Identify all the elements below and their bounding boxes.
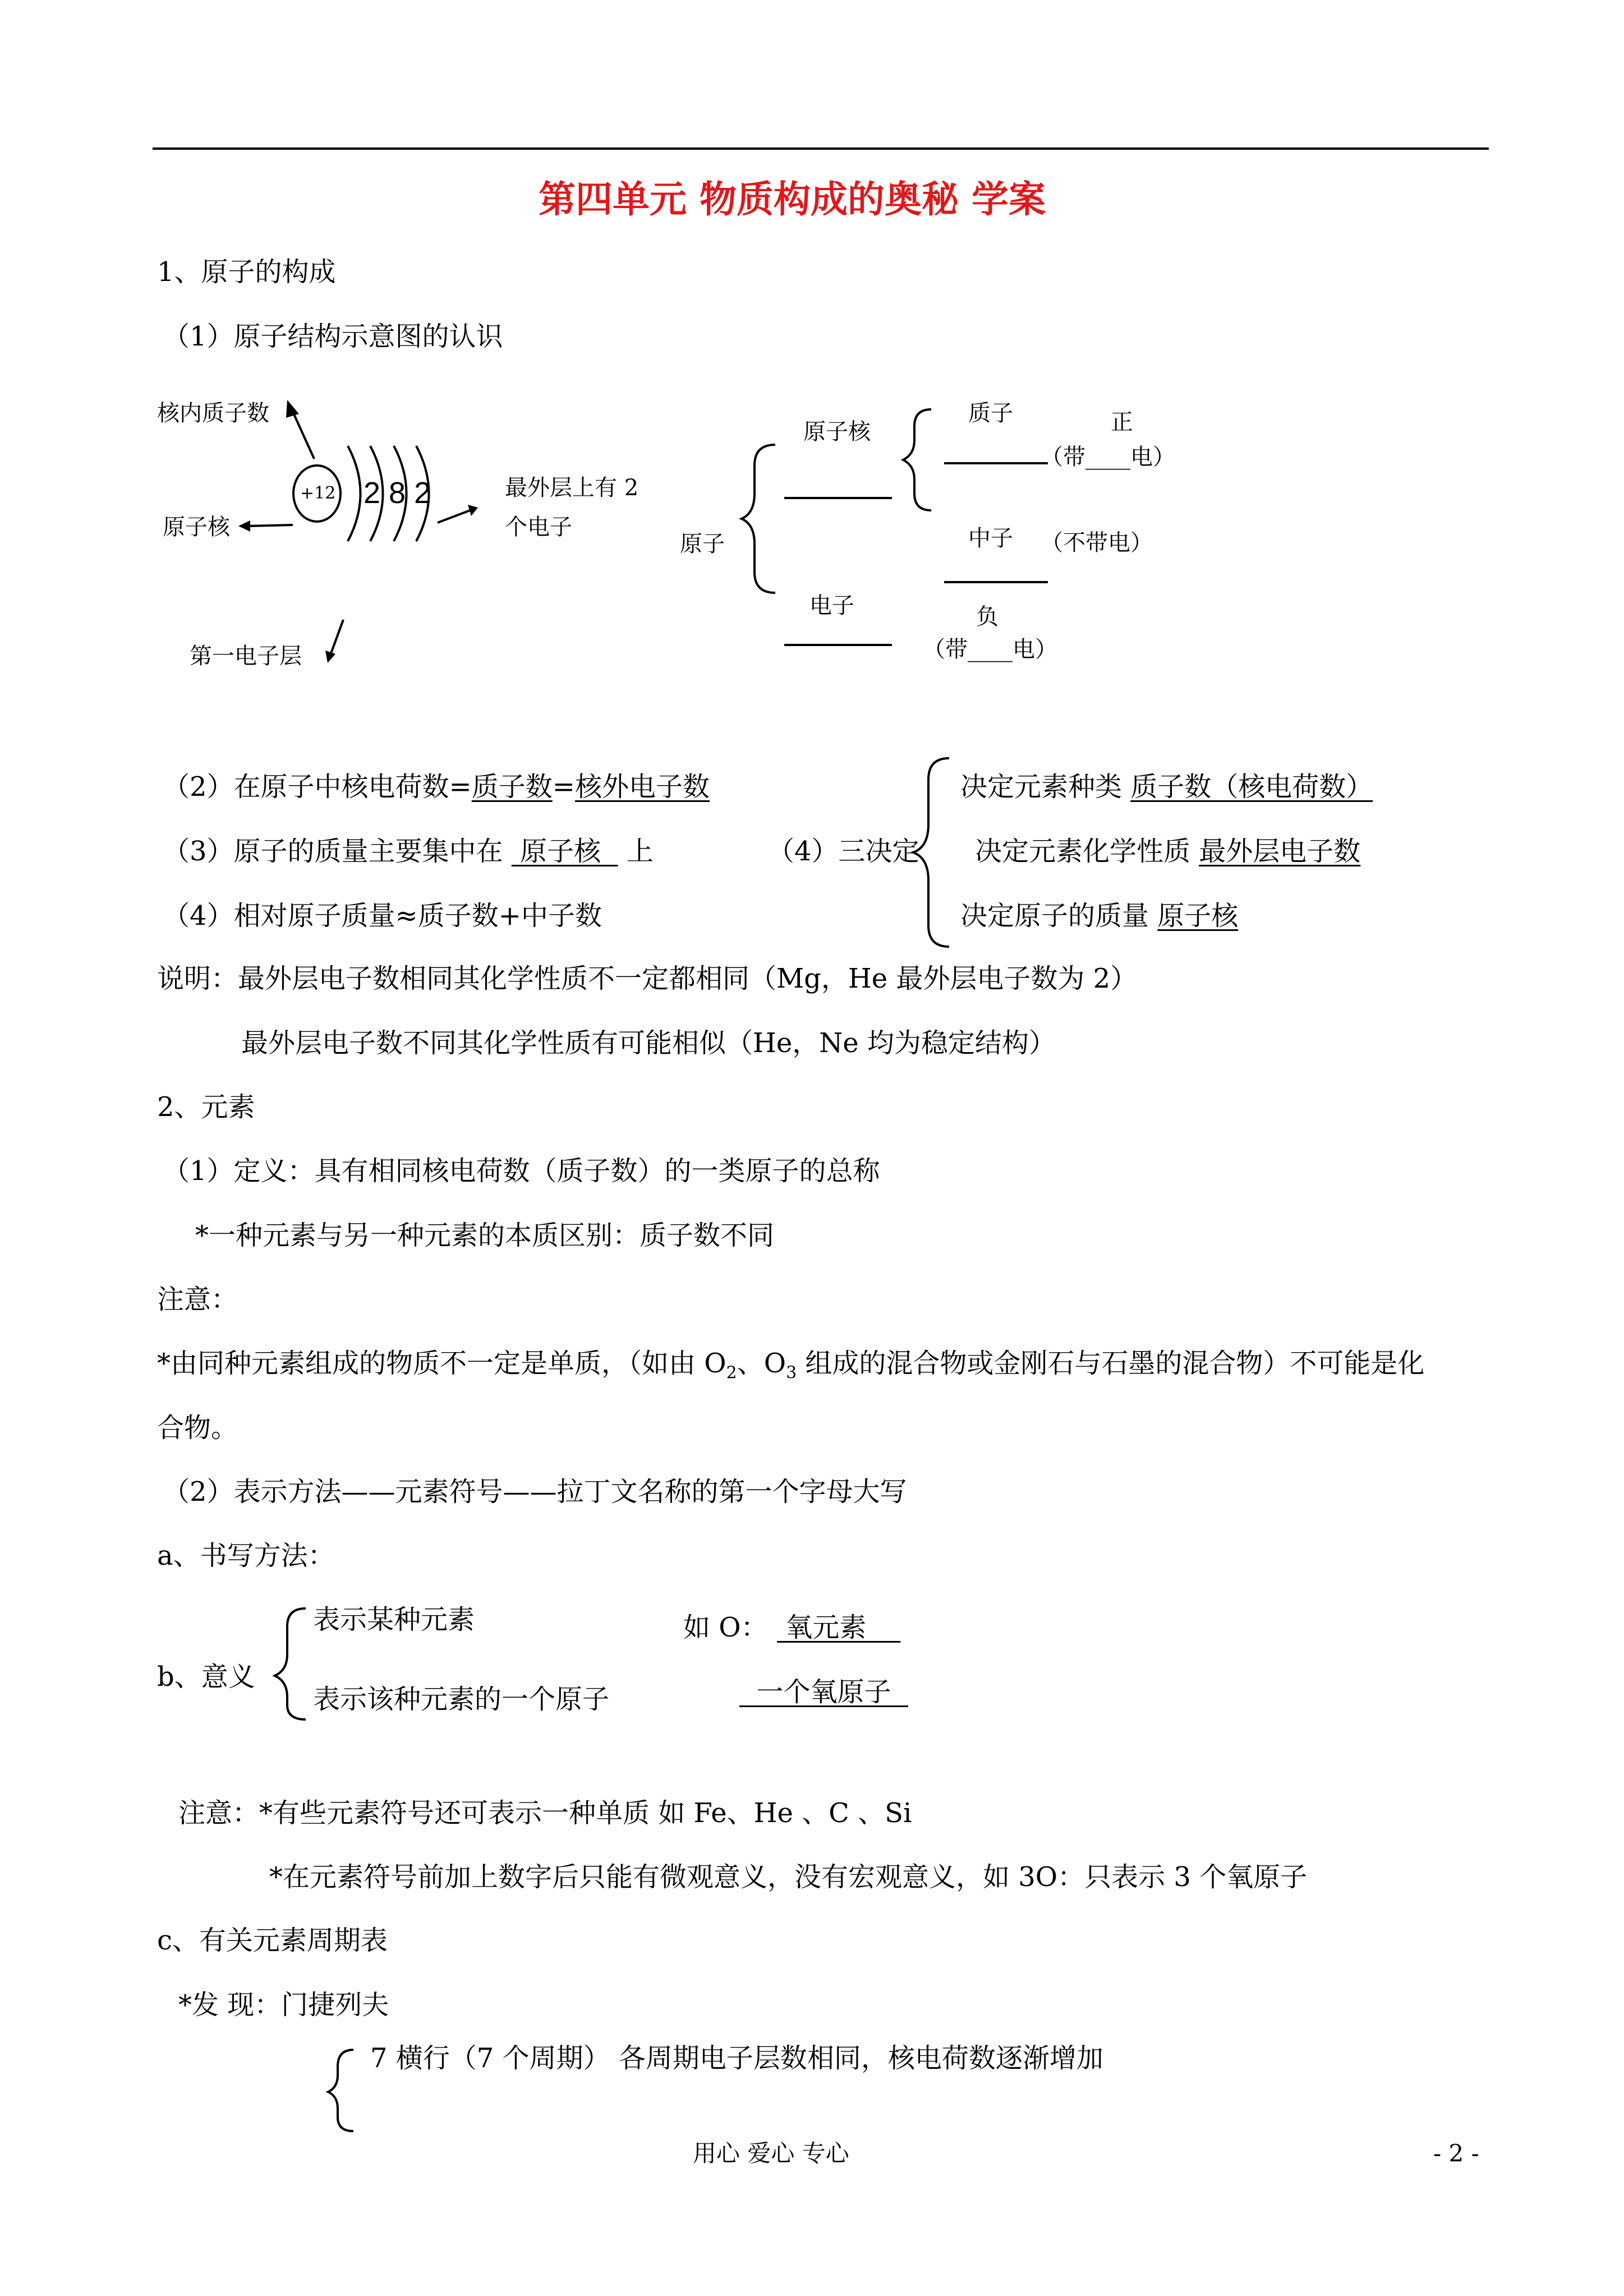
outer-shell-note-line1: 最外层上有 2 [505,475,639,501]
element-essential-difference: *一种元素与另一种元素的本质区别：质子数不同 [195,1220,775,1251]
section-heading-atom: 1、原子的构成 [157,256,336,288]
writing-method: a、书写方法： [157,1540,335,1571]
subheading-structure-diagram: （1）原子结构示意图的认识 [163,321,503,352]
tree-negative: 负 [976,604,999,630]
tree-charge-positive: （带____电） [1041,444,1175,470]
example-prefix: 如 O： [683,1612,768,1643]
tree-atom: 原子 [680,531,725,557]
para-2-eq: = [552,771,575,803]
arrowhead-nucleus [238,520,250,532]
section-heading-element: 2、元素 [157,1091,255,1123]
nucleus-charge: +12 [300,483,336,503]
para-mass-concentration [163,835,654,868]
determine-row-3-label: 决定原子的质量 [960,900,1158,932]
shell-arc-1 [348,446,361,541]
attention-line-1 [157,1347,1424,1390]
brace-atom [742,445,775,593]
para-relative-mass: （4）相对原子质量≈质子数+中子数 [163,900,602,932]
note-same-outer-electrons: 说明：最外层电子数相同其化学性质不一定都相同（Mg，He 最外层电子数为 2） [157,963,1138,994]
para-2-prefix: （2）在原子中核电荷数= [163,771,472,803]
arrow-shell-line [331,620,343,653]
subscript-3: 3 [786,1363,797,1383]
para-nuclear-charge [163,770,710,804]
para-3-suffix: 上 [618,836,654,867]
header-rule [153,147,1489,150]
arrowhead-outer [468,505,478,516]
determine-row-1-answer: 质子数（核电荷数） [1130,771,1373,803]
page-title: 第四单元 物质构成的奥秘 学案 [539,177,1046,221]
note-number-prefix: *在元素符号前加上数字后只能有微观意义，没有宏观意义，如 3O：只表示 3 个氧原子 [269,1861,1308,1893]
tree-neutron: 中子 [968,525,1013,551]
answer-proton-number: 质子数 [471,771,553,803]
discoverer: *发 现：门捷列夫 [178,1989,389,2021]
footer-motto: 用心 爱心 专心 [693,2140,849,2167]
determine-row-2-answer: 最外层电子数 [1199,836,1361,867]
determine-row-2-label: 决定元素化学性质 [975,836,1199,867]
meaning-label: b、意义 [157,1661,255,1693]
outer-shell-note-line2: 个电子 [505,514,572,540]
tree-charge-negative: （带____电） [923,637,1057,662]
determine-row-1-label: 决定元素种类 [960,771,1131,803]
example-answer-atom: 一个氧原子 [739,1676,909,1708]
attention-line-1-c: 组成的混合物或金刚石与石墨的混合物）不可能是化 [797,1348,1425,1379]
element-definition: （1）定义：具有相同核电荷数（质子数）的一类原子的总称 [163,1155,880,1187]
tree-no-charge: （不带电） [1041,530,1153,556]
nucleus-label: 原子核 [163,514,230,540]
note-element-as-substance: 注意：*有些元素符号还可表示一种单质 如 Fe、He 、C 、Si [178,1797,912,1829]
atom-diagram-strokes [247,409,470,653]
attention-line-1-a: *由同种元素组成的物质不一定是单质，（如由 O [157,1348,726,1379]
arrowheads [238,400,478,663]
answer-nucleus: 原子核 [511,836,618,867]
brace-meaning [275,1608,306,1719]
attention-line-2: 合物。 [157,1412,238,1444]
answer-electron-number: 核外电子数 [575,771,710,803]
shell-electrons: 2 8 2 [364,476,431,510]
arrowhead-proton [286,400,299,418]
tree-nucleus: 原子核 [803,419,871,445]
meaning-2: 表示该种元素的一个原子 [313,1684,610,1715]
arrow-proton-line [292,409,314,459]
attention-line-1-b: 、O [737,1348,786,1379]
subscript-2: 2 [726,1363,737,1383]
note-different-outer-electrons: 最外层电子数不同其化学性质有可能相似（He，Ne 均为稳定结构） [241,1027,1056,1059]
tree-electron: 电子 [809,593,854,619]
example-answer-element: 氧元素 [777,1612,901,1643]
arrow-outer-line [438,510,470,523]
proton-count-label: 核内质子数 [157,400,269,426]
determine-row-3-answer: 原子核 [1157,900,1239,932]
determine-row-3 [960,899,1238,933]
three-determinations-label: （4）三决定 [767,836,919,867]
periodic-rows: 7 横行（7 个周期） 各周期电子层数相同，核电荷数逐渐增加 [370,2043,1103,2074]
meaning-1: 表示某种元素 [313,1604,475,1635]
tree-positive: 正 [1111,409,1133,435]
determine-row-2 [975,835,1360,868]
arrow-nucleus-line [247,525,293,526]
attention-label: 注意： [157,1284,238,1315]
brace-nucleus [903,409,931,510]
determine-row-1 [960,770,1373,804]
representation-method: （2）表示方法——元素符号——拉丁文名称的第一个字母大写 [163,1476,907,1507]
para-3-prefix: （3）原子的质量主要集中在 [163,836,512,867]
brace-periodic [328,2050,353,2131]
tree-proton: 质子 [968,400,1013,426]
periodic-table-heading: c、有关元素周期表 [157,1925,388,1956]
arrowhead-shell [325,651,335,663]
page-number: - 2 - [1433,2140,1479,2167]
first-shell-label: 第一电子层 [190,643,302,669]
